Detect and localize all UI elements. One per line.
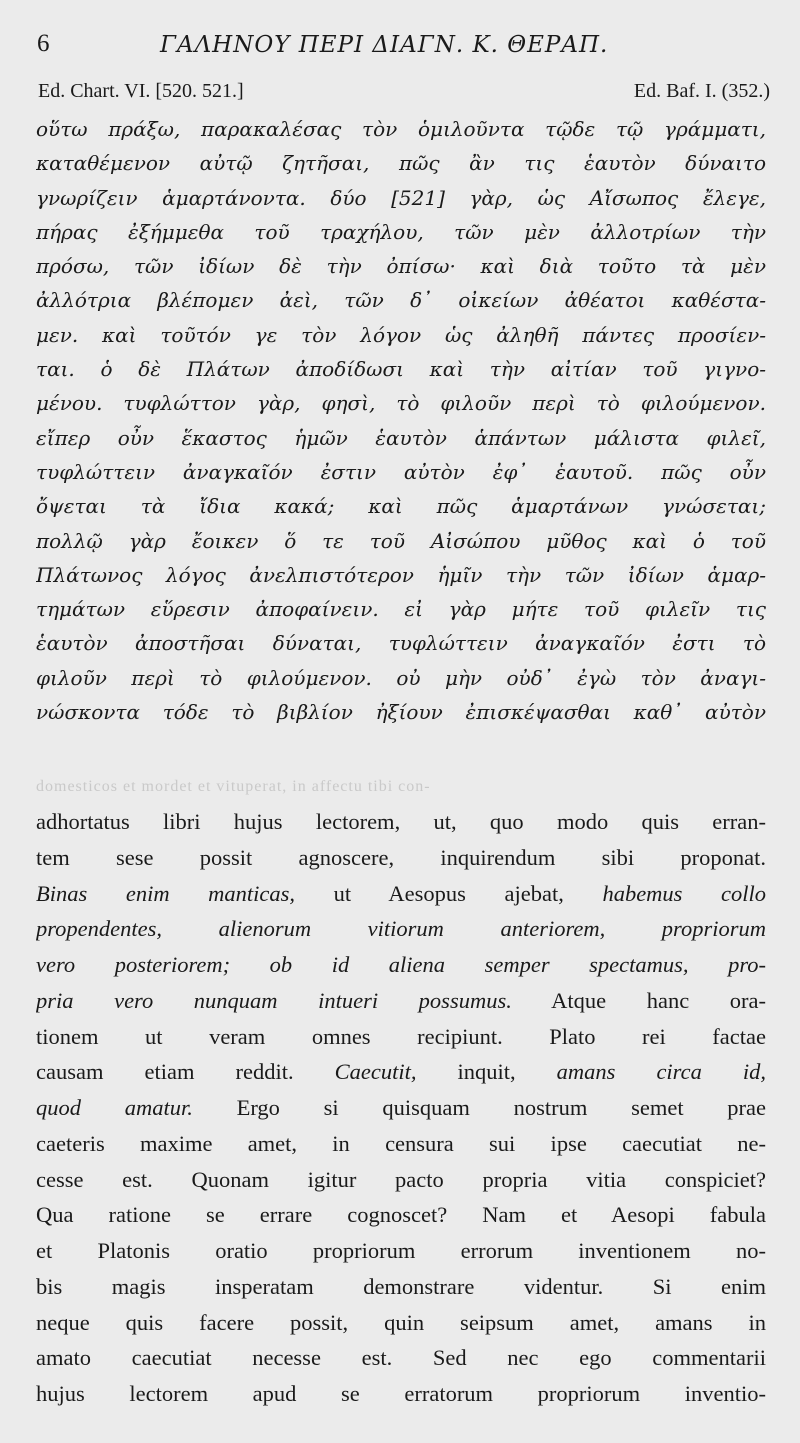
- greek-line: τημάτων εὕρεσιν ἀποφαίνειν. εἰ γὰρ μήτε τοῦ φιλεῖν τις: [36, 597, 766, 622]
- italic-segment: vero posteriorem; ob id aliena semper spectamus, pro-: [36, 952, 766, 977]
- greek-line: οὕτω πράξω, παρακαλέσας τὸν ὁμιλοῦντα τῷδε τῷ γράμματι,: [36, 117, 766, 141]
- greek-line: ἑαυτὸν ἀποστῆσαι δύναται, τυφλώττειν ἀναγκαῖόν ἐστι τὸ: [36, 631, 766, 656]
- latin-line: [36, 1090, 766, 1126]
- latin-text-block: [36, 804, 766, 1412]
- latin-line: [36, 1019, 766, 1055]
- bleed-through-text: domesticos et mordet et vituperat, in affectu tibi con-: [36, 778, 431, 795]
- italic-segment: Binas enim manticas,: [36, 880, 334, 906]
- greek-line: τυφλώττειν ἀναγκαῖόν ἐστιν αὐτὸν ἐφ᾽ ἑαυτοῦ. πῶς οὖν: [36, 459, 766, 484]
- roman-segment: amato caecutiat necesse est. Sed nec ego commentarii: [36, 1345, 766, 1371]
- italic-segment: pria vero nunquam intueri possumus.: [36, 987, 512, 1013]
- greek-line: πολλῷ γὰρ ἔοικεν ὅ τε τοῦ Αἰσώπου μῦθος καὶ ὁ τοῦ: [36, 528, 766, 553]
- page-number: 6: [37, 30, 50, 57]
- roman-segment: Qua ratione se errare cognoscet? Nam et Aesopi fabula: [36, 1202, 766, 1228]
- greek-line: καταθέμενον αὐτῷ ζητῆσαι, πῶς ἂν τις ἑαυτὸν δύναιτο: [36, 151, 766, 176]
- latin-line: [36, 1197, 766, 1233]
- greek-line: ὄψεται τὰ ἴδια κακά; καὶ πῶς ἁμαρτάνων γνώσεται;: [36, 494, 766, 519]
- latin-line: [36, 876, 766, 912]
- greek-line: μεν. καὶ τοῦτόν γε τὸν λόγον ὡς ἀληθῆ πάντες προσίεν-: [36, 322, 766, 347]
- roman-segment: cesse est. Quonam igitur pacto propria vitia conspiciet?: [36, 1166, 766, 1192]
- latin-line: [36, 1340, 766, 1376]
- running-title: ΓΑΛΗΝΟΥ ΠΕΡΙ ΔΙΑΓΝ. Κ. ΘΕΡΑΠ.: [160, 32, 609, 58]
- roman-segment: Atque hanc ora-: [511, 987, 766, 1013]
- latin-line: [36, 1054, 766, 1090]
- greek-line: γνωρίζειν ἁμαρτάνοντα. δύο [521] γὰρ, ὡς Αἴσωπος ἔλεγε,: [36, 185, 766, 210]
- greek-line: εἴπερ οὖν ἕκαστος ἡμῶν ἑαυτὸν ἁπάντων μάλιστα φιλεῖ,: [36, 425, 766, 450]
- greek-line: φιλοῦν περὶ τὸ φιλούμενον. οὐ μὴν οὐδ᾽ ἐγὼ τὸν ἀναγι-: [36, 665, 766, 690]
- edition-chartier: Ed. Chart. VI. [520. 521.]: [38, 80, 244, 102]
- latin-line: [36, 840, 766, 876]
- roman-segment: tionem ut veram omnes recipiunt. Plato rei factae: [36, 1023, 766, 1049]
- latin-line: [36, 911, 766, 947]
- latin-line: [36, 1126, 766, 1162]
- roman-segment: neque quis facere possit, quin seipsum amet, amans in: [36, 1309, 766, 1335]
- latin-line: [36, 1162, 766, 1198]
- edition-basel: Ed. Baf. I. (352.): [633, 80, 770, 102]
- greek-line: πρόσω, τῶν ἰδίων δὲ τὴν ὀπίσω· καὶ διὰ τοῦτο τὰ μὲν: [36, 254, 766, 279]
- roman-segment: causam etiam reddit.: [36, 1059, 335, 1085]
- running-head: [0, 30, 800, 62]
- greek-line: πήρας ἐξήμμεθα τοῦ τραχήλου, τῶν μὲν ἀλλοτρίων τὴν: [36, 219, 766, 244]
- latin-line: [36, 983, 766, 1019]
- greek-text-block: [36, 112, 766, 729]
- roman-segment: inquit,: [416, 1059, 557, 1085]
- roman-segment: ut Aesopus ajebat,: [333, 880, 603, 906]
- greek-line: νώσκοντα τόδε τὸ βιβλίον ἠξίουν ἐπισκέψασθαι καθ᾽ αὐτὸν: [36, 700, 766, 725]
- latin-line: [36, 1233, 766, 1269]
- italic-segment: propendentes, alienorum vitiorum anteriorem, propriorum: [36, 916, 766, 942]
- greek-line: ἀλλότρια βλέπομεν ἀεὶ, τῶν δ᾽ οἰκείων ἀθέατοι καθέστα-: [36, 288, 766, 313]
- roman-segment: tem sese possit agnoscere, inquirendum sibi proponat.: [36, 844, 766, 870]
- roman-segment: et Platonis oratio propriorum errorum inventionem no-: [36, 1238, 766, 1263]
- latin-line: [36, 1269, 766, 1305]
- latin-line: [36, 1376, 766, 1412]
- greek-line: Πλάτωνος λόγος ἀνελπιστότερον ἡμῖν τὴν τῶν ἰδίων ἁμαρ-: [36, 562, 766, 587]
- italic-segment: Caecutit,: [334, 1059, 417, 1085]
- roman-segment: Ergo si quisquam nostrum semet prae: [192, 1095, 766, 1120]
- greek-line: μένου. τυφλώττον γὰρ, φησὶ, τὸ φιλοῦν περὶ τὸ φιλούμενον.: [36, 391, 766, 416]
- italic-segment: amans circa id,: [556, 1059, 766, 1085]
- latin-line: [36, 804, 766, 840]
- edition-line: [0, 80, 800, 106]
- roman-segment: bis magis insperatam demonstrare videntur. Si enim: [36, 1273, 766, 1299]
- greek-line: ται. ὁ δὲ Πλάτων ἀποδίδωσι καὶ τὴν αἰτίαν τοῦ γιγνο-: [36, 357, 766, 382]
- roman-segment: hujus lectorem apud se erratorum propriorum inventio-: [36, 1381, 766, 1406]
- latin-line: [36, 947, 766, 983]
- latin-line: [36, 1305, 766, 1341]
- italic-segment: quod amatur.: [36, 1095, 193, 1120]
- roman-segment: adhortatus libri hujus lectorem, ut, quo modo quis erran-: [36, 809, 766, 834]
- italic-segment: habemus collo: [602, 880, 766, 906]
- roman-segment: caeteris maxime amet, in censura sui ipse caecutiat ne-: [36, 1130, 766, 1156]
